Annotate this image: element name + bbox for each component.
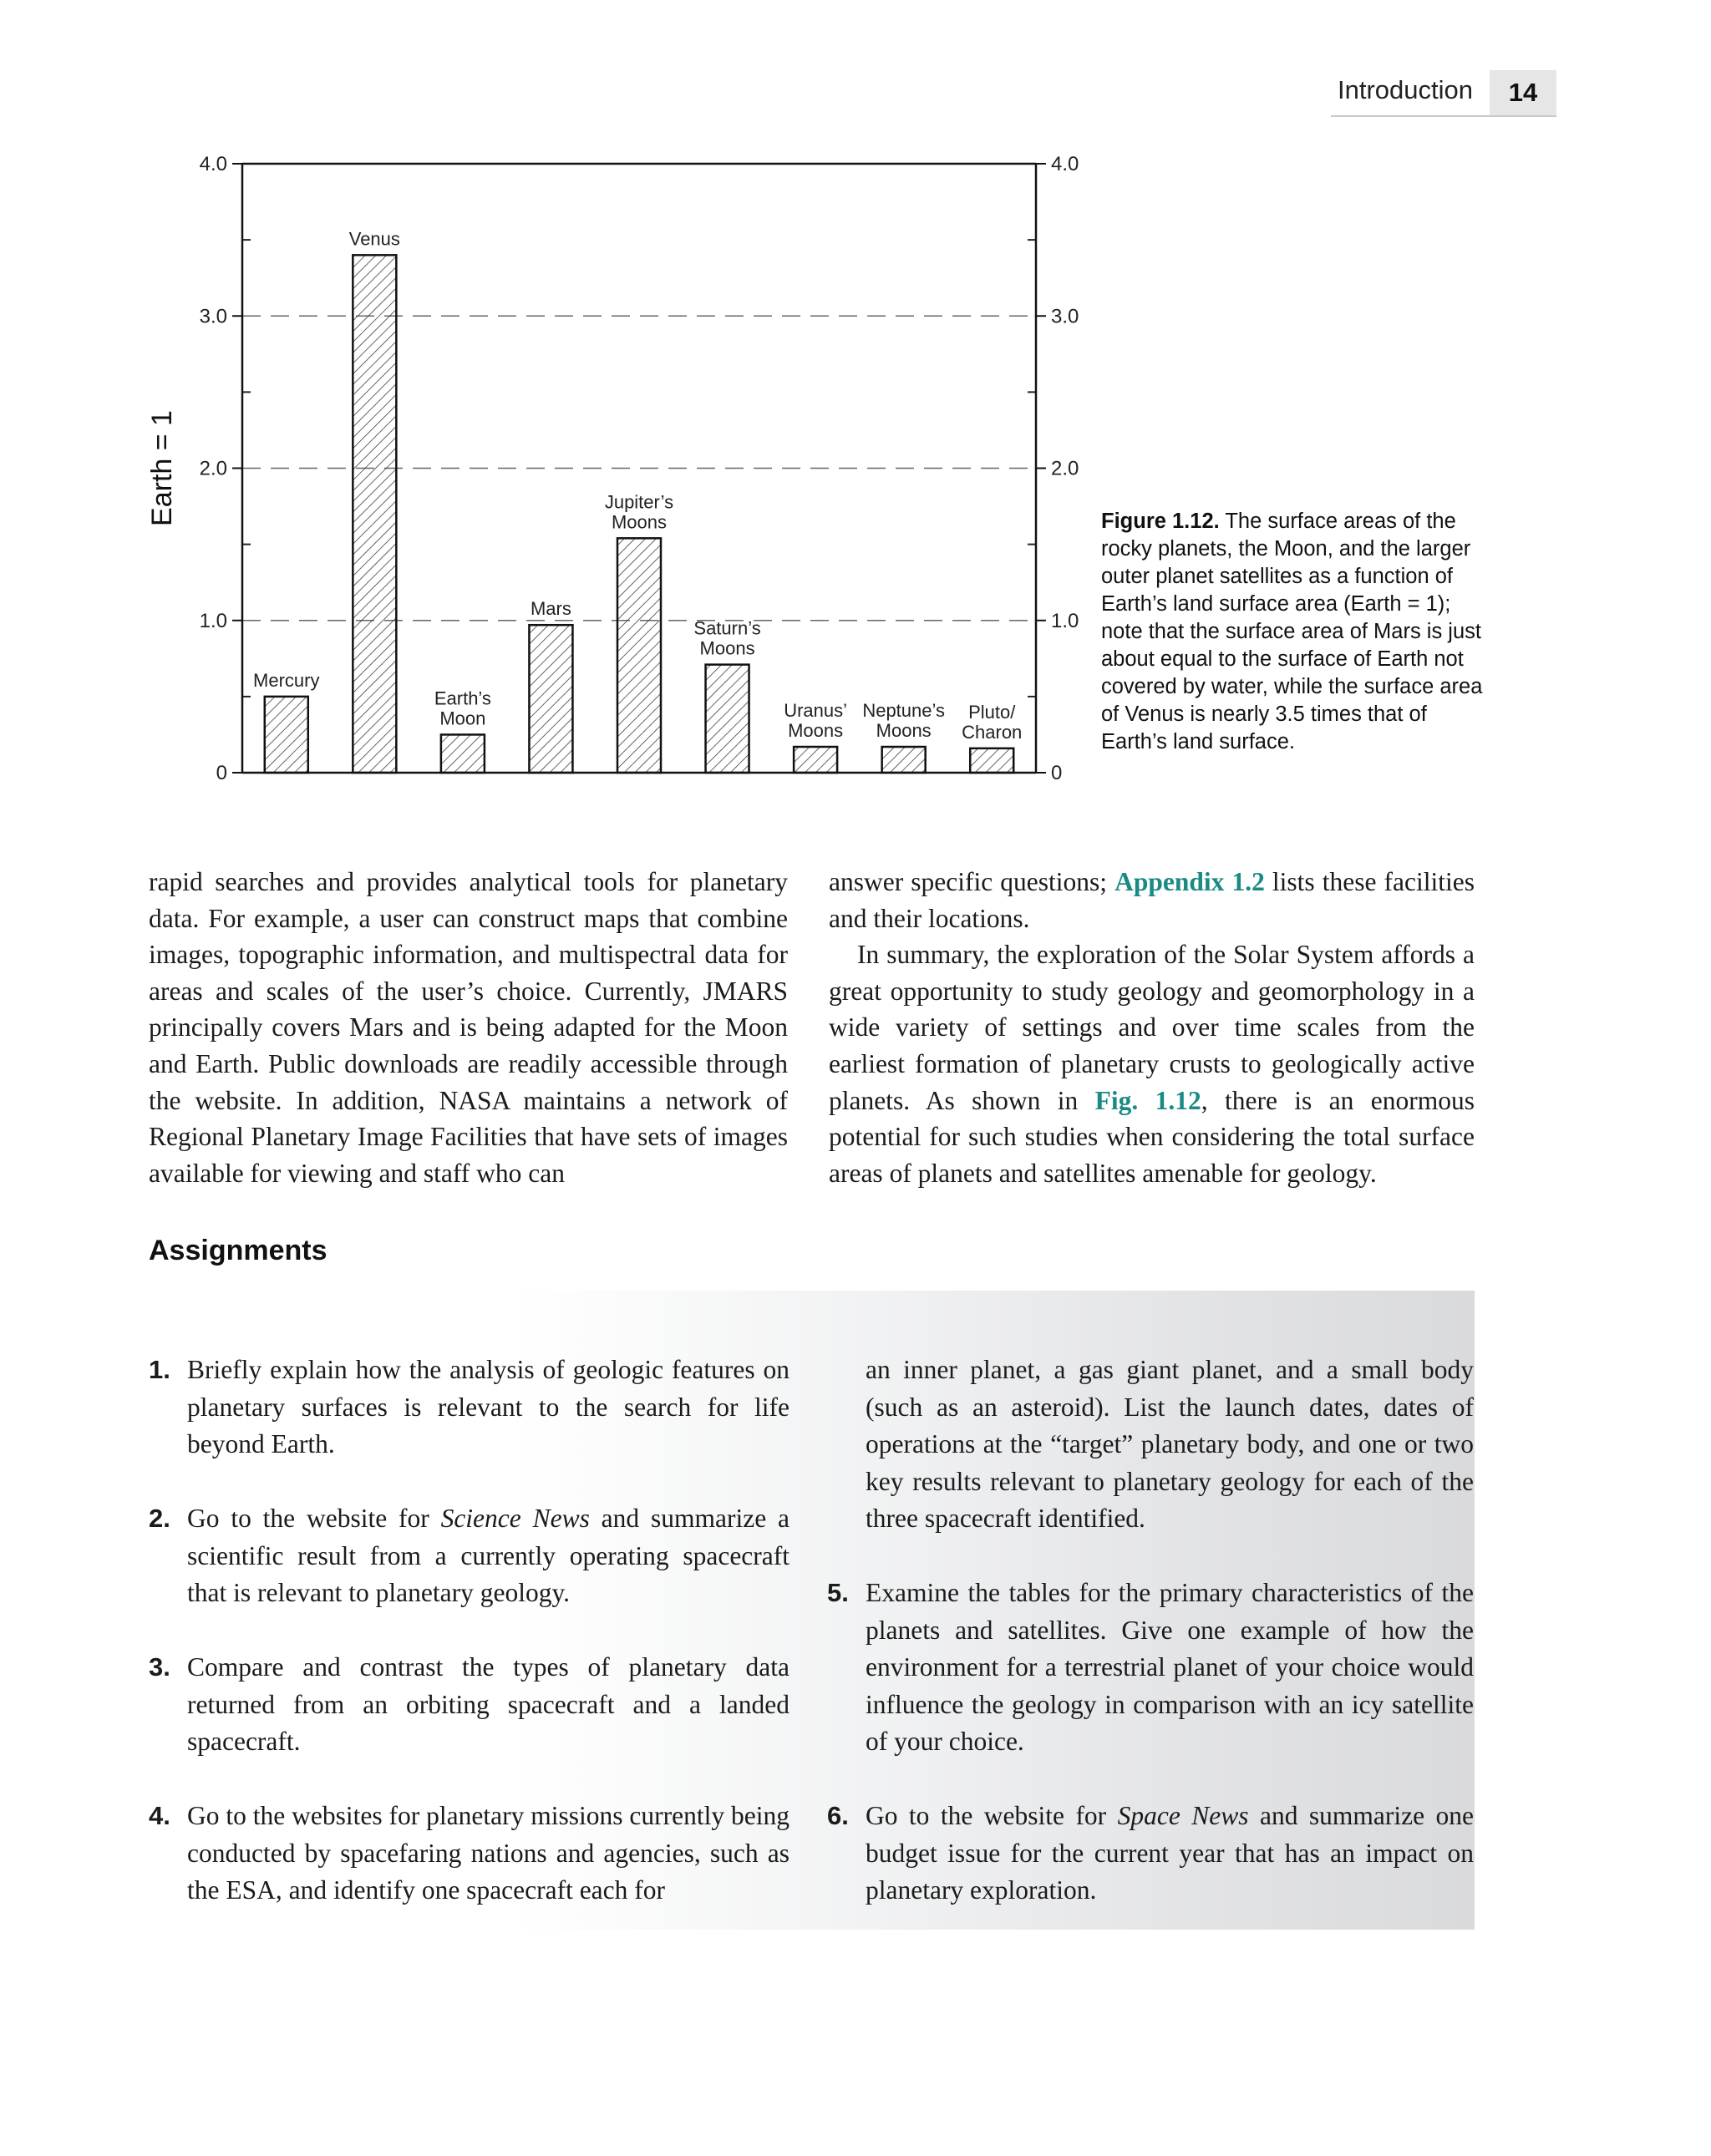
y-tick-label-left: 3.0 [199, 305, 227, 328]
body-column-right [829, 864, 1475, 1191]
y-axis-title: Earth = 1 [146, 410, 178, 526]
bar [353, 255, 396, 773]
item-number: 1. [149, 1355, 170, 1384]
assignment-item [827, 1798, 1474, 1910]
bar-label: Uranus’ [784, 700, 848, 722]
section-title: Introduction [1338, 75, 1473, 104]
assignments-heading: Assignments [149, 1235, 327, 1266]
item-text: Briefly explain how the analysis of geologic features on planetary surfaces is relevant to the search for life beyond Earth. [187, 1355, 789, 1458]
paragraph: In summary, the exploration of the Solar System affords a great opportunity to study geology and geomorphology in a wide variety of settings and over time scales from the earliest formation of planetary crusts to geologically active planets. As shown in Fig. 1.12, there is an enormous potential for such studies when considering the total surface areas of planets and satellites amenable for geology. [829, 940, 1475, 1188]
y-tick-label-right: 1.0 [1051, 609, 1079, 632]
item-number: 6. [827, 1801, 849, 1830]
y-tick-label-left: 1.0 [199, 609, 227, 632]
bar-label: Charon [962, 721, 1023, 743]
bar-label: Neptune’s [862, 700, 946, 722]
y-tick-label-right: 0 [1051, 762, 1063, 784]
y-tick-label-left: 2.0 [199, 457, 227, 480]
bar-label: Jupiter’s [604, 491, 674, 513]
bar-label: Mercury [253, 669, 320, 691]
bar [970, 748, 1013, 773]
bar-label: Moons [611, 511, 668, 533]
item-text: an inner planet, a gas giant planet, and a small body (such as an asteroid). List the launch dates, dates of operations at the “target” planetary body, and one or two key results relevant to planetary geology for each of the three spacecraft identified. [866, 1355, 1474, 1533]
assignment-item [149, 1649, 789, 1761]
item-text: Examine the tables for the primary characteristics of the planets and satellites. Give one example of how the environment for a terrestrial planet of your choice would influence the geology in comparison with an icy satellite of your choice. [866, 1578, 1474, 1756]
running-header [1331, 70, 1556, 117]
assignment-item [149, 1352, 789, 1464]
item-text: Go to the website for Science News and summarize a scientific result from a currently operating spacecraft that is relevant to planetary geology. [187, 1504, 789, 1607]
figure-caption [1101, 508, 1494, 756]
bar [617, 538, 661, 773]
bar-label: Venus [348, 228, 400, 250]
bar [265, 697, 308, 773]
bar-label: Pluto/ [968, 701, 1016, 723]
bar-label: Mars [530, 598, 571, 620]
bar-label: Moons [876, 720, 932, 742]
caption-text: The surface areas of the rocky planets, the Moon, and the larger outer planet satellites as a function of Earth’s land surface area (Earth = 1); note that the surface area of Mars is just about equal to the surface of Earth not covered by water, while the surface area of Venus is nearly 3.5 times that of Earth’s land surface. [1101, 510, 1483, 753]
y-tick-label-left: 4.0 [199, 153, 227, 175]
page-number: 14 [1490, 70, 1556, 115]
y-tick-label-left: 0 [216, 762, 227, 784]
caption-label: Figure 1.12. [1101, 510, 1220, 533]
bar [794, 747, 837, 773]
appendix-link[interactable]: Appendix 1.2 [1114, 867, 1265, 896]
y-tick-label-right: 3.0 [1051, 305, 1079, 328]
item-number: 3. [149, 1652, 170, 1682]
y-tick-label-right: 2.0 [1051, 457, 1079, 480]
bar-label: Moons [788, 720, 844, 742]
figure-link[interactable]: Fig. 1.12 [1094, 1085, 1201, 1115]
assignment-item [149, 1798, 789, 1910]
item-number: 2. [149, 1504, 170, 1533]
item-text: Go to the website for Space News and summarize one budget issue for the current year that has an impact on planetary exploration. [866, 1801, 1474, 1905]
assignment-item [149, 1500, 789, 1612]
item-text: Compare and contrast the types of planetary data returned from an orbiting spacecraft and a landed spacecraft. [187, 1652, 789, 1756]
bar [882, 747, 926, 773]
assignment-item-continued [866, 1352, 1474, 1538]
surface-area-bar-chart [138, 142, 1099, 794]
assignment-item [827, 1575, 1474, 1761]
bar-label: Moon [439, 708, 486, 729]
bar [706, 665, 749, 773]
bar [441, 734, 485, 773]
bar-label: Earth’s [434, 687, 491, 709]
item-number: 4. [149, 1801, 170, 1830]
bar [529, 625, 572, 773]
body-column-left [149, 864, 788, 1191]
paragraph: rapid searches and provides analytical tools for planetary data. For example, a user can construct maps that combine images, topographic information, and multispectral data for areas and scales of the user’s choice. Currently, JMARS principally covers Mars and is being adapted for the Moon and Earth. Public downloads are readily accessible through the website. In addition, NASA maintains a network of Regional Planetary Image Facilities that have sets of images available for viewing and staff who can [149, 867, 788, 1188]
paragraph: answer specific questions; Appendix 1.2 lists these facilities and their locations. [829, 867, 1475, 933]
item-text: Go to the websites for planetary missions currently being conducted by spacefaring nations and agencies, such as the ESA, and identify one spacecraft each for [187, 1801, 789, 1905]
bar-label: Moons [699, 637, 755, 659]
bar-label: Saturn’s [693, 617, 761, 639]
y-tick-label-right: 4.0 [1051, 153, 1079, 175]
item-number: 5. [827, 1578, 849, 1607]
